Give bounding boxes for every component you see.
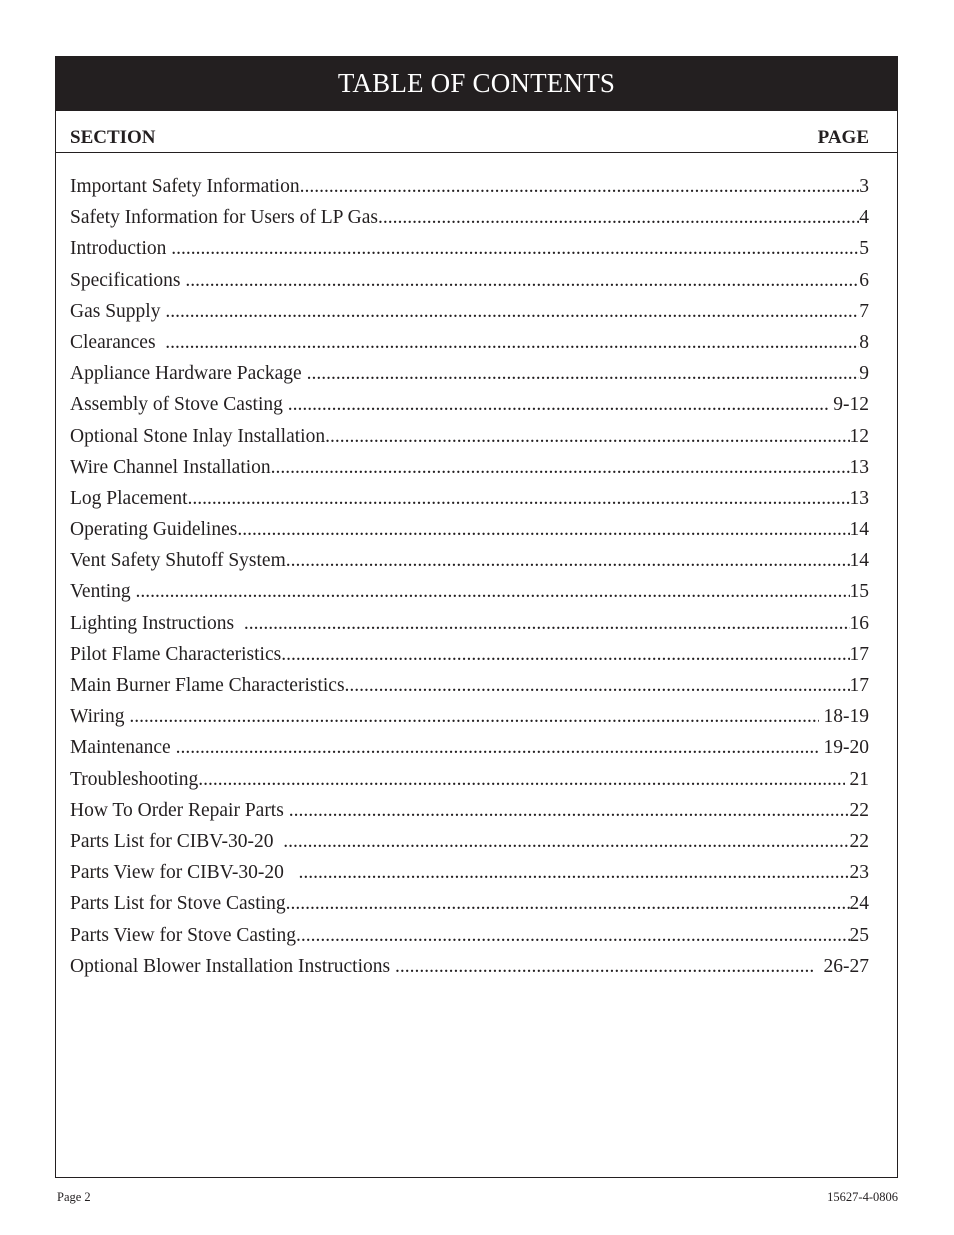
toc-title-bar xyxy=(55,56,898,111)
dot-leader xyxy=(198,767,844,793)
toc-entry-label: Optional Blower Installation Instructions xyxy=(70,955,395,977)
toc-entry-page: 23 xyxy=(849,862,869,884)
dot-leader xyxy=(286,548,850,574)
toc-entry-page: 13 xyxy=(849,487,869,509)
toc-entry xyxy=(70,642,869,673)
toc-entry-label: Venting xyxy=(70,581,136,603)
toc-entry-page: 3 xyxy=(859,176,869,197)
toc-entry-page: 22 xyxy=(849,830,869,852)
section-column-label: SECTION xyxy=(70,127,156,148)
dot-leader xyxy=(288,392,829,418)
header-divider xyxy=(55,152,898,153)
toc-entry-label: Parts View for CIBV-30-20 xyxy=(70,862,299,884)
toc-entry xyxy=(70,486,869,517)
toc-entry xyxy=(70,860,869,891)
toc-entry-label: Vent Safety Shutoff System xyxy=(70,550,286,572)
toc-entry-label: Parts List for Stove Casting xyxy=(70,893,286,915)
toc-entry-label: Pilot Flame Characteristics xyxy=(70,643,282,665)
dot-leader xyxy=(296,923,850,949)
footer-page-number: Page 2 xyxy=(57,1190,91,1204)
toc-entry xyxy=(70,236,869,267)
toc-entry xyxy=(70,205,869,236)
toc-entry-page: 4 xyxy=(859,207,869,229)
toc-entry-label: Assembly of Stove Casting xyxy=(70,394,288,416)
dot-leader xyxy=(271,455,850,481)
dot-leader xyxy=(307,361,860,387)
dot-leader xyxy=(281,642,849,668)
toc-entry-label: Parts List for CIBV-30-20 xyxy=(70,830,284,852)
toc-entry xyxy=(70,954,869,985)
dot-leader xyxy=(289,798,850,824)
dot-leader xyxy=(136,579,850,605)
toc-entry-page: 6 xyxy=(859,269,869,291)
toc-entry-page: 24 xyxy=(849,893,869,915)
dot-leader xyxy=(345,673,850,699)
toc-entry-label: Appliance Hardware Package xyxy=(70,363,307,385)
page-column-label: PAGE xyxy=(817,127,869,148)
dot-leader xyxy=(244,611,850,637)
toc-entry-page: 13 xyxy=(849,456,869,478)
toc-entry xyxy=(70,891,869,922)
toc-entry xyxy=(70,330,869,361)
dot-leader xyxy=(165,299,859,325)
page-title: TABLE OF CONTENTS xyxy=(337,68,616,98)
toc-entry-page: 18-19 xyxy=(818,706,869,728)
toc-entry-page: 8 xyxy=(859,331,869,353)
toc-list xyxy=(70,174,869,985)
toc-entry xyxy=(70,392,869,423)
toc-entry-page: 22 xyxy=(849,799,869,821)
toc-entry-label: Safety Information for Users of LP Gas xyxy=(70,207,378,229)
toc-entry-label: How To Order Repair Parts xyxy=(70,799,289,821)
toc-entry xyxy=(70,268,869,299)
toc-entry xyxy=(70,611,869,642)
toc-entry-page: 19-20 xyxy=(818,737,869,759)
toc-entry-page: 7 xyxy=(859,300,869,322)
toc-entry-label: Parts View for Stove Casting xyxy=(70,924,296,946)
dot-leader xyxy=(395,954,814,980)
toc-entry xyxy=(70,735,869,766)
toc-entry xyxy=(70,174,869,205)
toc-entry-page: 25 xyxy=(849,924,869,946)
dot-leader xyxy=(188,486,850,512)
toc-entry-page: 26-27 xyxy=(813,955,869,977)
toc-entry xyxy=(70,579,869,610)
toc-entry-label: Important Safety Information xyxy=(70,176,300,197)
toc-entry-label: Introduction xyxy=(70,238,172,260)
footer-document-number: 15627-4-0806 xyxy=(827,1190,898,1204)
dot-leader xyxy=(237,517,849,543)
toc-entry-label: Clearances xyxy=(70,331,166,353)
dot-leader xyxy=(378,205,859,231)
toc-entry-page: 9-12 xyxy=(828,394,869,416)
toc-entry-page: 12 xyxy=(849,425,869,447)
toc-entry xyxy=(70,829,869,860)
column-header xyxy=(70,127,869,152)
toc-entry-label: Wiring xyxy=(70,706,130,728)
toc-entry xyxy=(70,299,869,330)
toc-entry-label: Log Placement xyxy=(70,487,188,509)
toc-entry-page: 21 xyxy=(844,768,869,790)
dot-leader xyxy=(171,236,859,262)
toc-entry-label: Main Burner Flame Characteristics xyxy=(70,675,345,696)
toc-entry-page: 17 xyxy=(849,675,869,696)
toc-entry xyxy=(70,361,869,392)
toc-entry xyxy=(70,548,869,579)
dot-leader xyxy=(165,330,859,356)
toc-entry xyxy=(70,767,869,798)
toc-entry-label: Troubleshooting xyxy=(70,768,199,790)
toc-entry xyxy=(70,673,869,704)
toc-entry-page: 9 xyxy=(859,363,869,385)
toc-entry xyxy=(70,517,869,548)
dot-leader xyxy=(176,735,819,761)
toc-entry-label: Lighting Instructions xyxy=(70,612,244,634)
dot-leader xyxy=(286,891,850,917)
toc-entry-page: 14 xyxy=(849,550,869,572)
toc-entry-label: Wire Channel Installation xyxy=(70,456,271,478)
toc-entry xyxy=(70,923,869,954)
toc-entry xyxy=(70,798,869,829)
toc-entry-page: 14 xyxy=(849,519,869,541)
toc-entry-label: Optional Stone Inlay Installation xyxy=(70,425,326,447)
dot-leader xyxy=(325,424,849,450)
toc-entry-page: 5 xyxy=(859,238,869,260)
dot-leader xyxy=(299,860,850,886)
toc-entry xyxy=(70,704,869,735)
toc-entry-label: Specifications xyxy=(70,269,186,291)
dot-leader xyxy=(129,704,818,730)
toc-entry-label: Gas Supply xyxy=(70,300,166,322)
toc-entry-page: 17 xyxy=(849,643,869,665)
toc-entry xyxy=(70,455,869,486)
dot-leader xyxy=(185,268,859,294)
toc-entry-label: Operating Guidelines xyxy=(70,519,238,541)
dot-leader xyxy=(300,174,860,200)
toc-entry xyxy=(70,424,869,455)
toc-entry-label: Maintenance xyxy=(70,737,176,759)
dot-leader xyxy=(283,829,849,855)
toc-entry-page: 15 xyxy=(849,581,869,603)
toc-entry-page: 16 xyxy=(849,612,869,634)
